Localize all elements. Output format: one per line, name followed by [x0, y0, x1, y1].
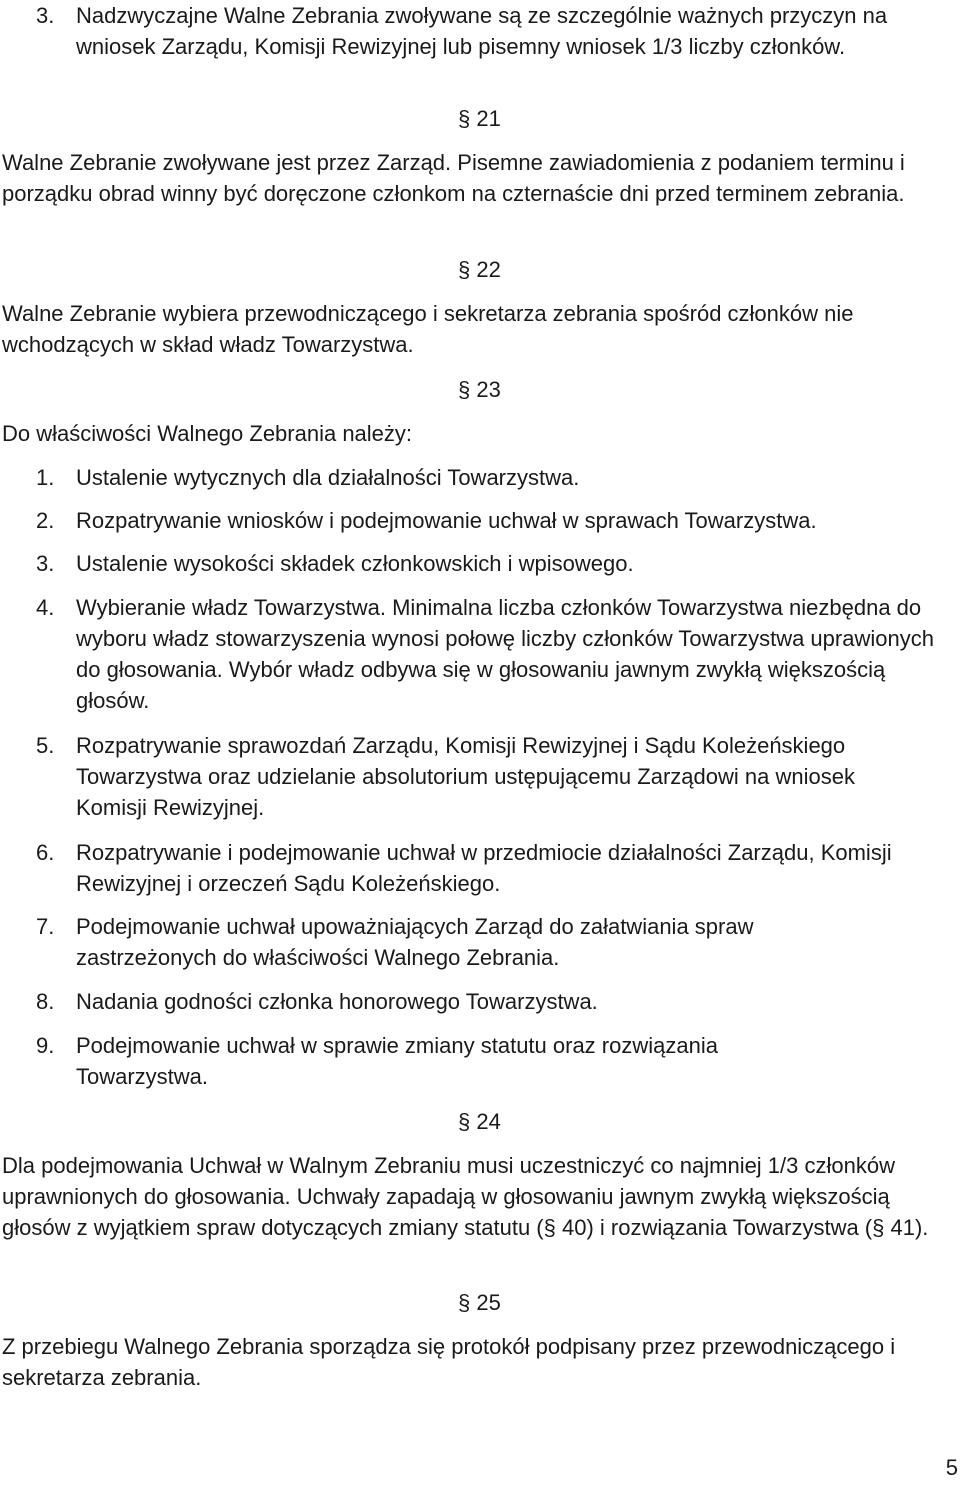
item-text: Podejmowanie uchwał upoważniających Zarząd do załatwiania spraw zastrzeżonych do właściwości Walnego Zebrania. — [76, 914, 754, 970]
page-number: 5 — [945, 1455, 958, 1480]
item-number: 9. — [36, 1033, 55, 1058]
item-number: 1. — [36, 465, 55, 490]
item-text: Podejmowanie uchwał w sprawie zmiany statutu oraz rozwiązania Towarzystwa. — [76, 1033, 718, 1089]
item-number: 8. — [36, 989, 55, 1014]
section-22-paragraph: Walne Zebranie wybiera przewodniczącego i sekretarza zebrania spośród członków nie wchodzących w skład władz Towarzystwa. — [2, 301, 854, 357]
section-heading-24: § 24 — [458, 1109, 501, 1134]
list-item — [36, 462, 956, 493]
section-23-intro: Do właściwości Walnego Zebrania należy: — [2, 421, 413, 446]
list-item — [36, 505, 956, 536]
section-21-paragraph: Walne Zebranie zwoływane jest przez Zarząd. Pisemne zawiadomienia z podaniem terminu i porządku obrad winny być doręczone członkom na czternaście dni przed terminem zebrania. — [2, 150, 905, 206]
item-text: Nadania godności członka honorowego Towarzystwa. — [76, 989, 598, 1014]
item-text: Rozpatrywanie i podejmowanie uchwał w przedmiocie działalności Zarządu, Komisji Rewizyjnej i orzeczeń Sądu Koleżeńskiego. — [76, 840, 892, 896]
list-item — [36, 1030, 956, 1092]
item-text: Ustalenie wysokości składek członkowskich i wpisowego. — [76, 551, 634, 576]
list-item — [36, 837, 956, 899]
list-item — [36, 592, 956, 716]
section-heading-21: § 21 — [458, 106, 501, 131]
item-number: 5. — [36, 733, 55, 758]
item-text: Wybieranie władz Towarzystwa. Minimalna liczba członków Towarzystwa niezbędna do wyboru władz stowarzyszenia wynosi połowę liczby członków Towarzystwa uprawionych do głosowania. Wybór władz odbywa się w głosowaniu jawnym zwykłą większością głosów. — [76, 595, 934, 713]
section-24-paragraph: Dla podejmowania Uchwał w Walnym Zebraniu musi uczestniczyć co najmniej 1/3 członków uprawnionych do głosowania. Uchwały zapadają w głosowaniu jawnym zwykłą większością głosów z wyjątkiem spraw dotyczących zmiany statutu (§ 40) i rozwiązania Towarzystwa (§ 41). — [2, 1153, 929, 1240]
item-text: Rozpatrywanie sprawozdań Zarządu, Komisji Rewizyjnej i Sądu Koleżeńskiego Towarzystwa oraz udzielanie absolutorium ustępującemu Zarządowi na wniosek Komisji Rewizyjnej. — [76, 733, 855, 820]
item-number: 3. — [36, 3, 55, 28]
item-text: Rozpatrywanie wniosków i podejmowanie uchwał w sprawach Towarzystwa. — [76, 508, 817, 533]
section-heading-23: § 23 — [458, 377, 501, 402]
item-number: 6. — [36, 840, 55, 865]
list-item — [36, 730, 956, 823]
list-item — [36, 548, 956, 579]
item-number: 7. — [36, 914, 55, 939]
item-number: 4. — [36, 595, 55, 620]
section-heading-25: § 25 — [458, 1290, 501, 1315]
list-item — [36, 911, 956, 973]
section-25-paragraph: Z przebiegu Walnego Zebrania sporządza się protokół podpisany przez przewodniczącego i sekretarza zebrania. — [2, 1334, 896, 1390]
list-item — [36, 0, 956, 62]
item-number: 2. — [36, 508, 55, 533]
item-text: Nadzwyczajne Walne Zebrania zwoływane są ze szczególnie ważnych przyczyn na wniosek Zarządu, Komisji Rewizyjnej lub pisemny wniosek 1/3 liczby członków. — [76, 3, 888, 59]
item-number: 3. — [36, 551, 55, 576]
section-heading-22: § 22 — [458, 257, 501, 282]
item-text: Ustalenie wytycznych dla działalności Towarzystwa. — [76, 465, 580, 490]
list-item — [36, 986, 956, 1017]
